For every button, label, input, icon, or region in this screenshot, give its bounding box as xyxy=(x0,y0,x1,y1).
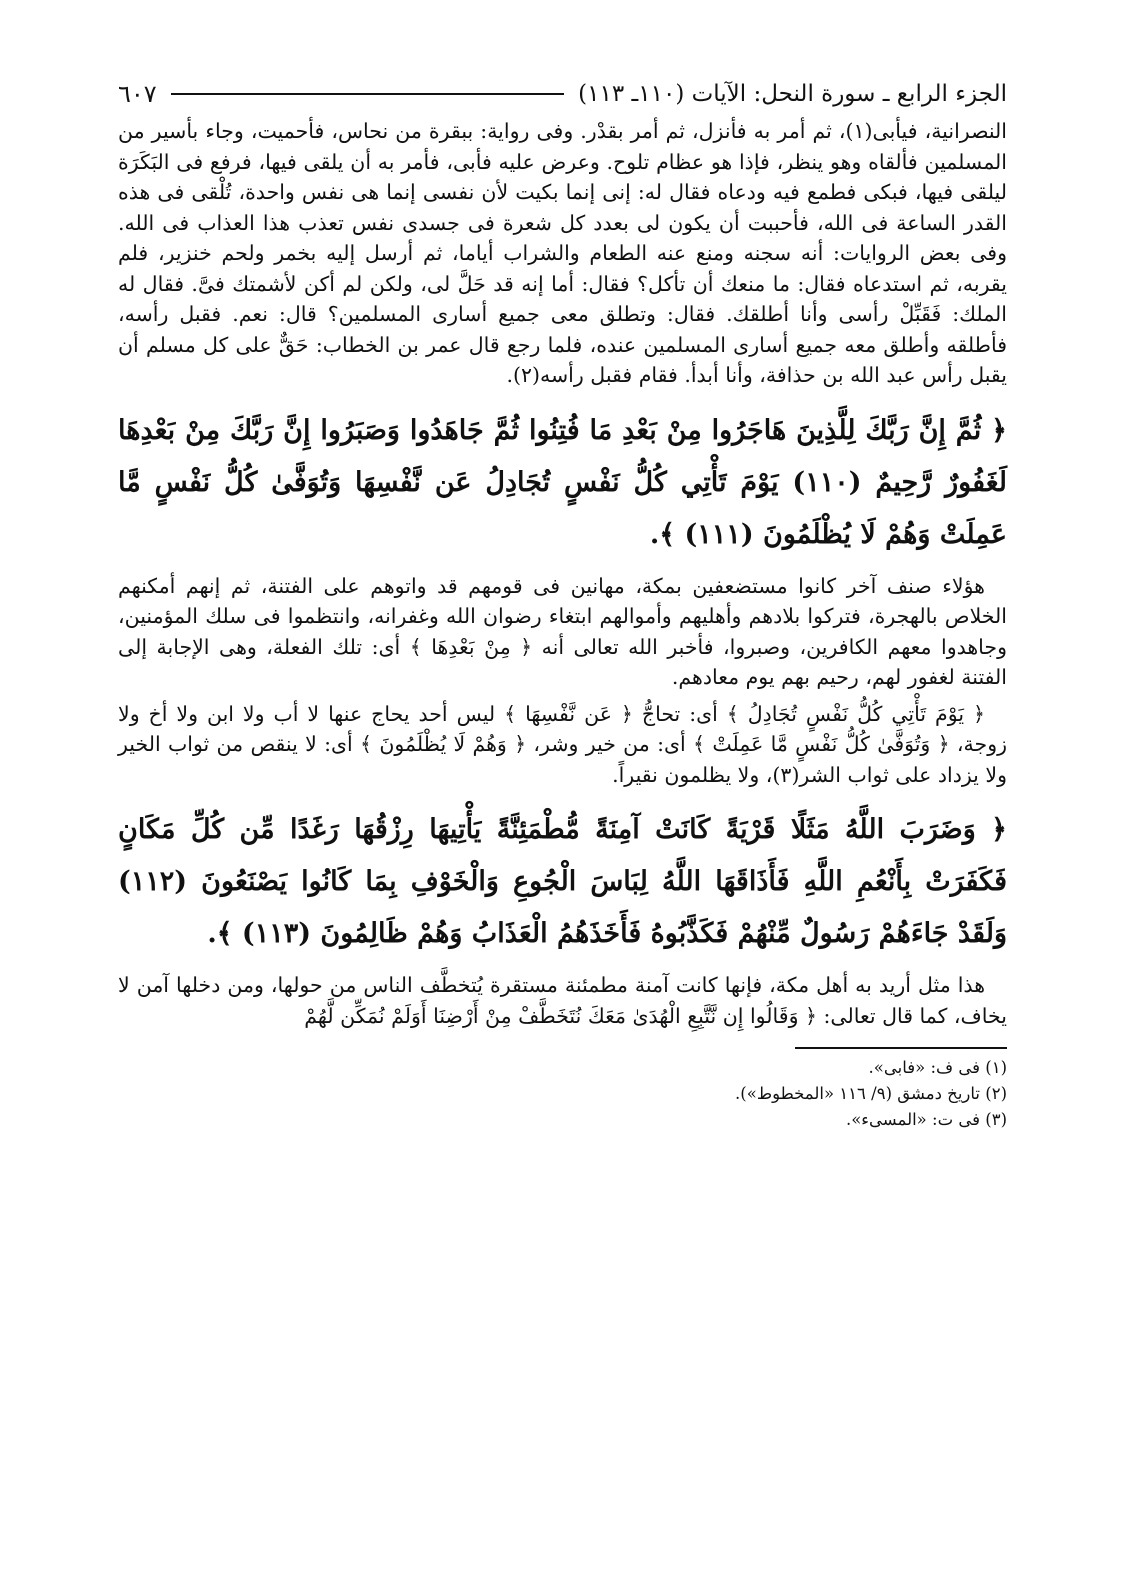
footnote-2: (٢) تاريخ دمشق (٩/ ١١٦ «المخطوط»). xyxy=(735,1084,1007,1103)
footnote-1: (١) فى ف: «فابى». xyxy=(868,1058,1007,1077)
quran-verse-112-113: ﴿ وَضَرَبَ اللَّهُ مَثَلًا قَرْيَةً كَانَتْ آمِنَةً مُّطْمَئِنَّةً يَأْتِيهَا رِزْقُهَا رَغَدًا مِّن كُلِّ مَكَانٍ فَكَفَرَتْ بِأَنْعُمِ اللَّهِ فَأَذَاقَهَا اللَّهُ لِبَاسَ الْجُوعِ وَالْخَوْفِ بِمَا كَانُوا يَصْنَعُونَ (١١٢) وَلَقَدْ جَاءَهُمْ رَسُولٌ مِّنْهُمْ فَكَذَّبُوهُ فَأَخَذَهُمُ الْعَذَابُ وَهُمْ ظَالِمُونَ (١١٣) ﴾. xyxy=(118,814,1007,949)
running-title: الجزء الرابع ـ سورة النحل: الآيات (١١٠ـ ١١٣) xyxy=(578,81,1007,107)
running-header xyxy=(118,72,1007,116)
paragraph-story-end: النصرانية، فيأبى(١)، ثم أمر به فأنزل، ثم أمر بقدْر. وفى رواية: ببقرة من نحاس، فأحميت، وجاء بأسير من المسلمين فألقاه وهو ينظر، فإذا هو عظام تلوح. وعرض عليه فأبى، فأمر به أن يلقى فيها، فرفع فى البَكَرَة ليلقى فيها، فبكى فطمع فيه ودعاه فقال له: إنى إنما بكيت لأن نفسى إنما هى نفس واحدة، تُلْقى فى هذه القدر الساعة فى الله، فأحببت أن يكون لى بعدد كل شعرة فى جسدى نفس تعذب هذا العذاب فى الله. وفى بعض الروايات: أنه سجنه ومنع عنه الطعام والشراب أياما، ثم أرسل إليه بخمر ولحم خنزير، فلم يقربه، ثم استدعاه فقال: ما منعك أن تأكل؟ فقال: أما إنه قد حَلَّ لى، ولكن لم أكن لأشمتك فىَّ. فقال له الملك: فَقَبِّلْ رأسى وأنا أطلقك. فقال: وتطلق معى جميع أسارى المسلمين؟ قال: نعم. فقبل رأسه، فأطلقه وأطلق معه جميع أسارى المسلمين عنده، فلما رجع قال عمر بن الخطاب: حَقٌّ على كل مسلم أن يقبل رأس عبد الله بن حذافة، وأنا أبدأ. فقام فقبل رأسه(٢). xyxy=(118,119,1007,387)
footnote-separator xyxy=(795,1047,1007,1049)
paragraph-commentary-1: هؤلاء صنف آخر كانوا مستضعفين بمكة، مهانين فى قومهم قد واتوهم على الفتنة، ثم إنهم أمكنهم الخلاص بالهجرة، فتركوا بلادهم وأهليهم وأموالهم ابتغاء رضوان الله وغفرانه، وانتظموا فى سلك المؤمنين، وجاهدوا معهم الكافرين، وصبروا، فأخبر الله تعالى أنه ﴿ مِنْ بَعْدِهَا ﴾ أى: تلك الفعلة، وهى الإجابة إلى الفتنة لغفور لهم، رحيم بهم يوم معادهم. xyxy=(118,573,1007,689)
paragraph-commentary-2: ﴿ يَوْمَ تَأْتِي كُلُّ نَفْسٍ تُجَادِلُ ﴾ أى: تحاجُّ ﴿ عَن نَّفْسِهَا ﴾ ليس أحد يحاج عنها لا أب ولا ابن ولا أخ ولا زوجة، ﴿ وَتُوَفَّىٰ كُلُّ نَفْسٍ مَّا عَمِلَتْ ﴾ أى: من خير وشر، ﴿ وَهُمْ لَا يُظْلَمُونَ ﴾ أى: لا ينقص من ثواب الخير ولا يزداد على ثواب الشر(٣)، ولا يظلمون نقيراً. xyxy=(118,701,1007,787)
footnote-3: (٣) فى ت: «المسىء». xyxy=(845,1110,1007,1129)
quran-verse-110-111: ﴿ ثُمَّ إِنَّ رَبَّكَ لِلَّذِينَ هَاجَرُوا مِنْ بَعْدِ مَا فُتِنُوا ثُمَّ جَاهَدُوا وَصَبَرُوا إِنَّ رَبَّكَ مِنْ بَعْدِهَا لَغَفُورٌ رَّحِيمٌ (١١٠) يَوْمَ تَأْتِي كُلُّ نَفْسٍ تُجَادِلُ عَن نَّفْسِهَا وَتُوَفَّىٰ كُلُّ نَفْسٍ مَّا عَمِلَتْ وَهُمْ لَا يُظْلَمُونَ (١١١) ﴾. xyxy=(118,414,1007,550)
paragraph-commentary-3: هذا مثل أريد به أهل مكة، فإنها كانت آمنة مطمئنة مستقرة يُتخطَّف الناس من حولها، ومن دخلها آمن لا يخاف، كما قال تعالى: ﴿ وَقَالُوا إِن نَّتَّبِعِ الْهُدَىٰ مَعَكَ نُتَخَطَّفْ مِنْ أَرْضِنَا أَوَلَمْ نُمَكِّن لَّهُمْ xyxy=(118,973,1007,1028)
footnotes xyxy=(118,1055,1007,1133)
page-number: ٦٠٧ xyxy=(118,80,157,108)
header-rule xyxy=(171,93,564,95)
